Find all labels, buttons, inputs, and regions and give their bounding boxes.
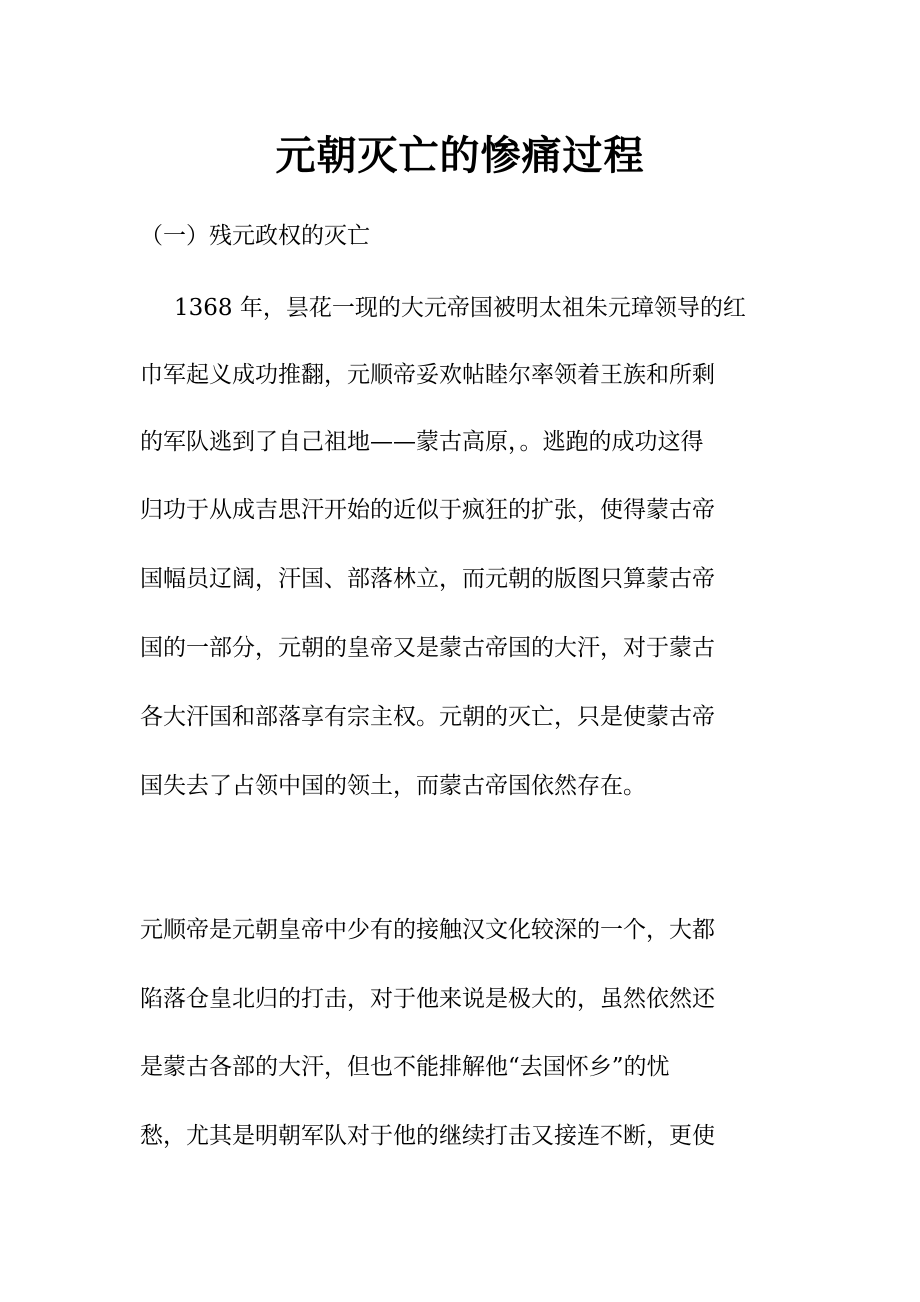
document-title: 元朝灭亡的惨痛过程 bbox=[275, 132, 645, 179]
paragraph-line: 陷落仓皇北归的打击，对于他来说是极大的，虽然依然还 bbox=[140, 986, 715, 1012]
paragraph-line: 国的一部分，元朝的皇帝又是蒙古帝国的大汗，对于蒙古 bbox=[140, 635, 715, 661]
paragraph-line: 的军队逃到了自己祖地——蒙古高原，。逃跑的成功这得 bbox=[140, 429, 704, 455]
paragraph-line: 巾军起义成功推翻，元顺帝妥欢帖睦尔率领着王族和所剩 bbox=[140, 362, 715, 388]
paragraph-line: 元顺帝是元朝皇帝中少有的接触汉文化较深的一个，大都 bbox=[140, 917, 715, 943]
paragraph-line: 是蒙古各部的大汗，但也不能排解他“去国怀乡”的忧 bbox=[140, 1054, 670, 1080]
paragraph-line: 愁，尤其是明朝军队对于他的继续打击又接连不断，更使 bbox=[140, 1123, 715, 1149]
paragraph-line: 1368 年，昙花一现的大元帝国被明太祖朱元璋领导的红 bbox=[174, 295, 746, 321]
section-heading: （一）残元政权的灭亡 bbox=[140, 223, 370, 249]
paragraph-line: 国失去了占领中国的领土，而蒙古帝国依然存在。 bbox=[140, 773, 646, 799]
paragraph-line: 国幅员辽阔，汗国、部落林立，而元朝的版图只算蒙古帝 bbox=[140, 566, 715, 592]
paragraph-line: 各大汗国和部落享有宗主权。元朝的灭亡，只是使蒙古帝 bbox=[140, 704, 715, 730]
paragraph-line: 归功于从成吉思汗开始的近似于疯狂的扩张，使得蒙古帝 bbox=[140, 497, 715, 523]
